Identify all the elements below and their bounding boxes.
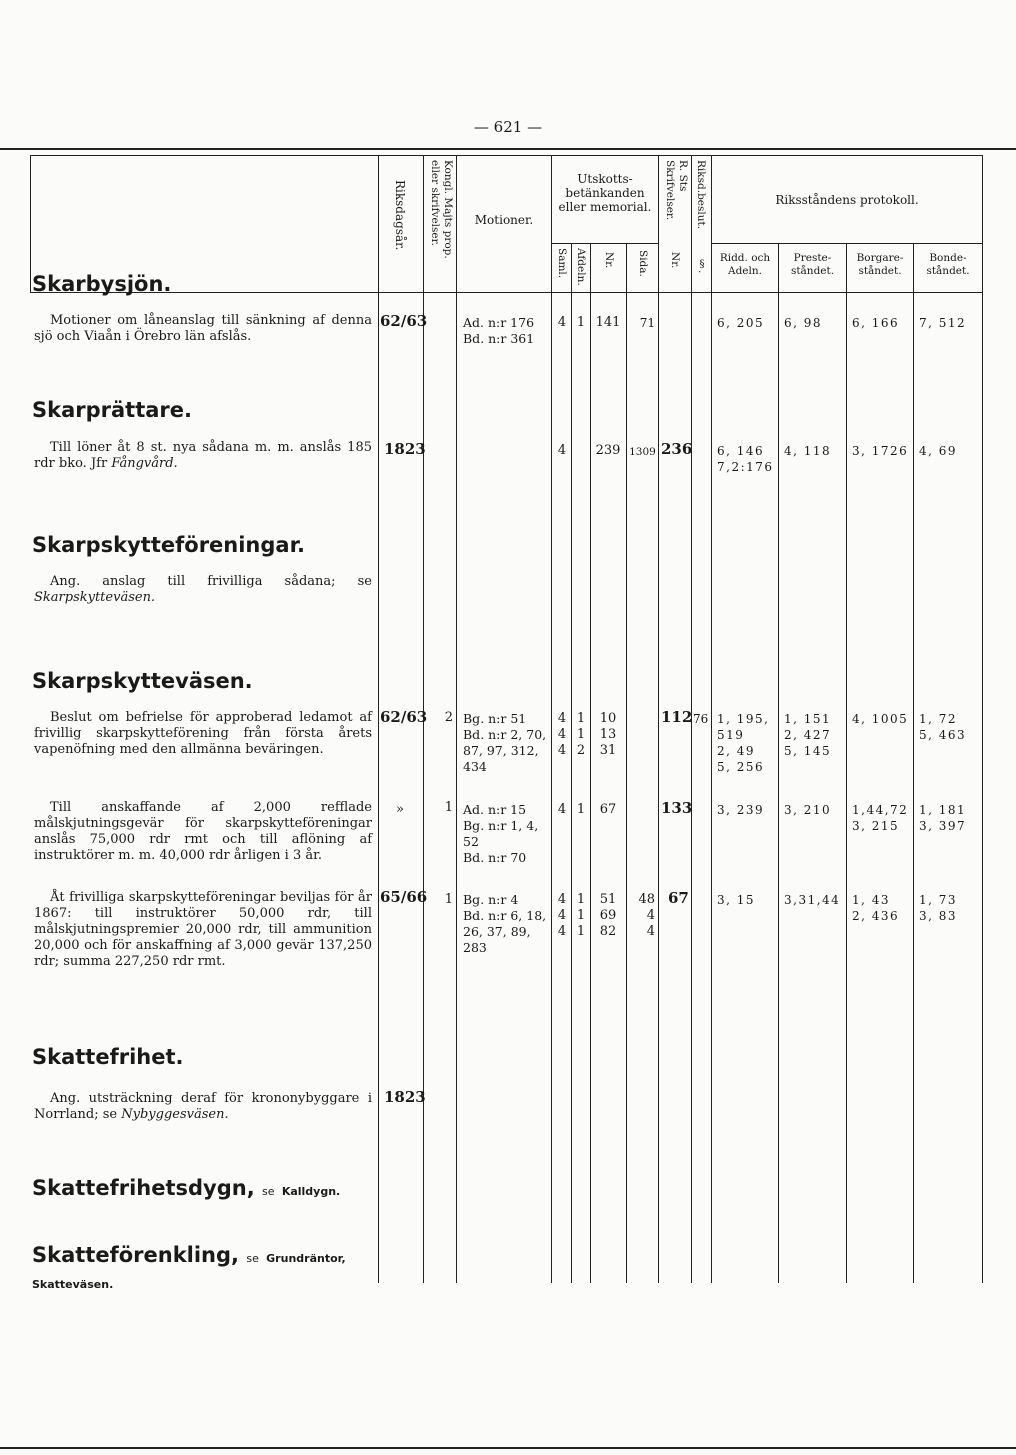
year: 62/63 xyxy=(380,708,428,726)
paragraf: 76 xyxy=(693,712,709,726)
borgare: 1,44,72 3, 215 xyxy=(852,803,909,833)
saml: 4 xyxy=(557,443,567,458)
header-motioner: Motioner. xyxy=(474,213,534,227)
rsts-nr: 67 xyxy=(668,889,689,907)
entry-text: Åt frivilliga skarpskytteföreningar beviljas för år 1867: till instruktörer 50,000 rdr, till målskjutningspremier 20,000 rdr, till ammunition 20,000 och för anskaffning af 3,000 gevär 137,250 rdr; summa 227,250 rdr rmt. xyxy=(34,890,372,969)
preste: 3,31,44 xyxy=(784,893,841,907)
nr: 51 69 82 xyxy=(599,892,617,939)
motioner: Bg. n:r 51 Bd. n:r 2, 70, 87, 97, 312, 434 xyxy=(463,711,547,774)
heading-skarprattare: Skarprättare. xyxy=(32,398,193,422)
borgare: 3, 1726 xyxy=(852,444,909,458)
top-rule xyxy=(0,148,1016,150)
saml: 4 xyxy=(557,802,567,817)
header-nr: Nr. xyxy=(603,252,615,269)
header-ridd: Ridd. och Adeln. xyxy=(719,252,771,277)
ridd: 3, 239 xyxy=(717,803,765,817)
utskott-line-2: betänkanden xyxy=(565,186,645,200)
nr: 141 xyxy=(595,315,621,330)
entry-text: Till löner åt 8 st. nya sådana m. m. anslås 185 rdr bko. Jfr Fångvård. xyxy=(34,440,372,471)
entry-text: Till anskaffande af 2,000 refflade målskjutningsgevär för skarpskytteföreningar anslås 75,000 rdr rmt och till aflöning af instruktörer m. m. 40,000 rdr årligen i 3 år. xyxy=(34,800,372,863)
col-line xyxy=(778,243,779,1283)
col-line xyxy=(456,155,457,1283)
entry-text: Motioner om låneanslag till sänkning af denna sjö och Viaån i Örebro län afslås. xyxy=(34,313,372,344)
bonde: 1, 73 3, 83 xyxy=(919,893,958,923)
rsts-nr: 112 xyxy=(661,708,693,726)
year: 65/66 xyxy=(380,888,428,906)
afdeln: 1 xyxy=(576,315,586,330)
col-line xyxy=(982,155,983,1283)
header-riksdbeslut-sym: §. xyxy=(696,258,708,274)
ridd: 3, 15 xyxy=(717,893,756,907)
rsts-nr: 133 xyxy=(661,799,693,817)
col-line xyxy=(913,243,914,1283)
bonde: 4, 69 xyxy=(919,444,958,458)
page-number: — 621 — xyxy=(473,118,543,136)
header-riksdagsar: Riksdagsår. xyxy=(393,180,407,251)
saml: 4 4 4 xyxy=(557,711,567,758)
header-protokoll: Riksståndens protokoll. xyxy=(775,193,919,207)
sida: 1309 xyxy=(629,446,656,458)
col-line xyxy=(658,155,659,1283)
header-saml: Saml. xyxy=(556,248,568,279)
entry-text: Ang. anslag till frivilliga sådana; se Skarpskytteväsen. xyxy=(34,574,372,605)
nr: 67 xyxy=(599,802,617,817)
utskott-line-3: eller memorial. xyxy=(558,200,652,214)
motioner: Bg. n:r 4 Bd. n:r 6, 18, 26, 37, 89, 283 xyxy=(463,892,547,955)
entry-text: Ang. utsträckning deraf för krononybyggare i Norrland; se Nybyggesväsen. xyxy=(34,1091,372,1122)
header-sida: Sida. xyxy=(637,250,649,277)
bottom-rule xyxy=(0,1447,1016,1449)
heading-skattefrihet: Skattefrihet. xyxy=(32,1045,184,1069)
bonde: 7, 512 xyxy=(919,316,967,330)
utskott-line-1: Utskotts- xyxy=(577,172,633,186)
col-line xyxy=(30,155,31,292)
afdeln: 1 1 1 xyxy=(576,892,586,939)
col-line xyxy=(571,243,572,1283)
header-kongl: Kongl. Majts prop. eller skrifvelser. xyxy=(429,160,454,259)
sida: 71 xyxy=(639,316,655,330)
header-rsts-nr: Nr. xyxy=(669,252,681,269)
kongl: 2 xyxy=(444,710,453,725)
year: » xyxy=(396,802,404,817)
kongl: 1 xyxy=(444,800,453,815)
ridd: 6, 205 xyxy=(717,316,765,330)
kongl: 1 xyxy=(444,892,453,907)
preste: 4, 118 xyxy=(784,444,832,458)
nr: 10 13 31 xyxy=(599,711,617,758)
saml: 4 4 4 xyxy=(557,892,567,939)
col-line xyxy=(846,243,847,1283)
borgare: 1, 43 2, 436 xyxy=(852,893,900,923)
col-line xyxy=(711,155,712,1283)
ridd: 1, 195, 519 2, 49 5, 256 xyxy=(717,712,770,774)
preste: 3, 210 xyxy=(784,803,832,817)
header-rsts: R. Sts Skrifvelser. xyxy=(664,160,689,221)
heading-skarbysjon: Skarbysjön. xyxy=(32,272,172,296)
heading-skarpskyttforeningar: Skarpskytteföreningar. xyxy=(32,533,305,557)
header-utskott xyxy=(553,172,657,214)
borgare: 6, 166 xyxy=(852,316,900,330)
motioner: Ad. n:r 176 Bd. n:r 361 xyxy=(463,315,535,346)
col-line xyxy=(590,243,591,1283)
nr: 239 xyxy=(595,443,621,458)
col-line xyxy=(551,155,552,1283)
year: 1823 xyxy=(384,1088,426,1106)
year: 62/63 xyxy=(380,312,428,330)
motioner: Ad. n:r 15 Bg. n:r 1, 4, 52 Bd. n:r 70 xyxy=(463,802,539,865)
preste: 6, 98 xyxy=(784,316,823,330)
header-bonde: Bonde- ståndet. xyxy=(926,252,970,277)
header-riksdbeslut: Riksd.beslut. xyxy=(695,160,707,230)
header-borgare: Borgare- ståndet. xyxy=(856,252,904,277)
entry-text: Beslut om befrielse för approberad ledamot af frivillig skarpskytteförening från första årets vapenöfning med den allmänna beväringen. xyxy=(34,710,372,757)
col-line xyxy=(378,155,379,1283)
header-bottom-rule xyxy=(30,292,982,293)
bonde: 1, 72 5, 463 xyxy=(919,712,967,742)
afdeln: 1 xyxy=(576,802,586,817)
heading-skattefrihetsdygn: Skattefrihetsdygn, se Kalldygn. xyxy=(32,1176,341,1200)
col-line xyxy=(626,243,627,1283)
ridd: 6, 146 7,2:176 xyxy=(717,444,774,474)
sida: 48 4 4 xyxy=(638,892,655,939)
header-afdeln: Afdeln. xyxy=(575,248,587,286)
preste: 1, 151 2, 427 5, 145 xyxy=(784,712,832,758)
afdeln: 1 1 2 xyxy=(576,711,586,758)
bonde: 1, 181 3, 397 xyxy=(919,803,967,833)
rsts-nr: 236 xyxy=(661,440,693,458)
top-rule-thin xyxy=(30,155,982,156)
header-preste: Preste- ståndet. xyxy=(790,252,835,277)
heading-skarpskyttevasen: Skarpskytteväsen. xyxy=(32,669,253,693)
year: 1823 xyxy=(384,440,426,458)
saml: 4 xyxy=(557,315,567,330)
heading-skatteforenkling: Skatteförenkling, se Grundräntor, Skatteväsen. xyxy=(32,1243,346,1291)
borgare: 4, 1005 xyxy=(852,712,909,726)
utskott-sub-rule xyxy=(551,243,658,244)
